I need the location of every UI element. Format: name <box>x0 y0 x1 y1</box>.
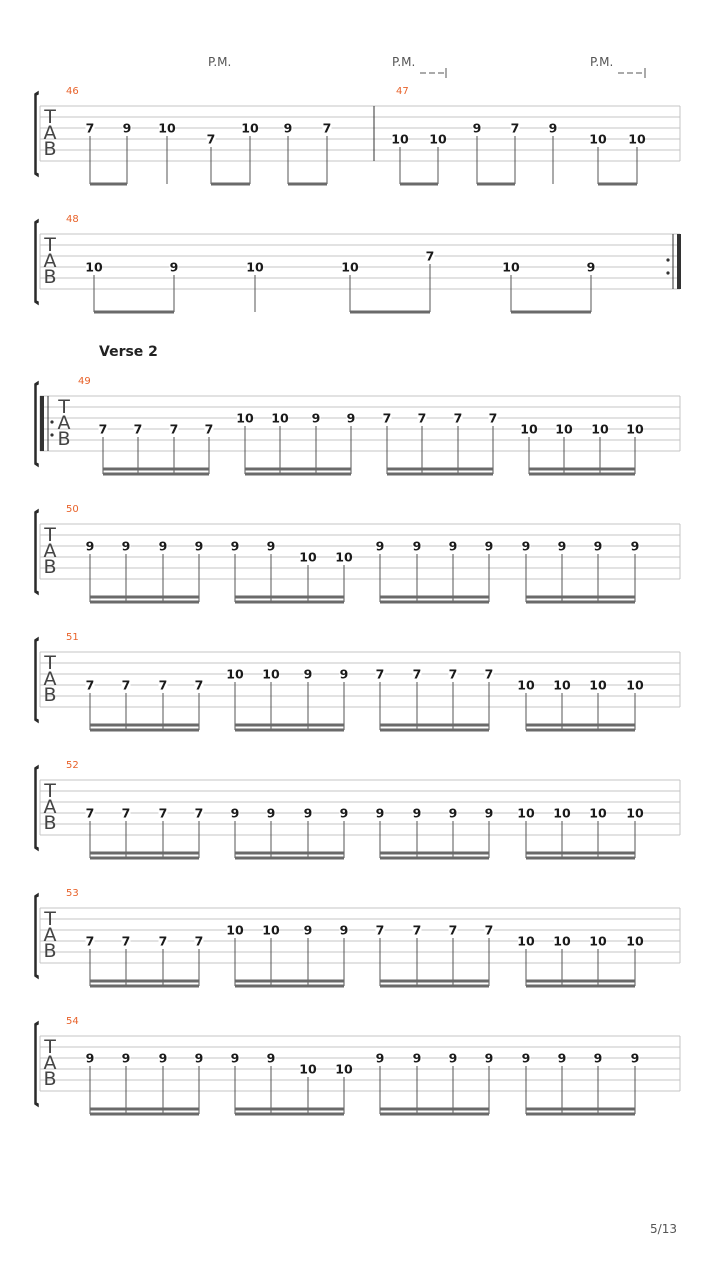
fret-number: 9 <box>303 666 313 682</box>
fret-number: 10 <box>158 120 176 136</box>
fret-number: 10 <box>591 421 609 437</box>
beam <box>477 183 515 186</box>
fret-number: 9 <box>303 922 313 938</box>
tab-clef-letter: B <box>43 556 57 578</box>
beam <box>529 473 635 476</box>
fret-number: 7 <box>169 421 179 437</box>
beam <box>90 596 199 599</box>
beam <box>380 980 489 983</box>
fret-number: 10 <box>299 549 317 565</box>
measure-number: 46 <box>66 86 79 97</box>
beam <box>103 468 209 471</box>
fret-number: 7 <box>85 120 95 136</box>
fret-number: 9 <box>375 538 385 554</box>
tab-clef-letter: T <box>44 780 56 802</box>
fret-number: 9 <box>339 666 349 682</box>
tab-clef-letter: T <box>44 234 56 256</box>
beam <box>245 473 351 476</box>
beam <box>526 985 635 988</box>
beam <box>526 601 635 604</box>
fret-number: 10 <box>555 421 573 437</box>
fret-number: 9 <box>484 805 494 821</box>
fret-number: 9 <box>557 1050 567 1066</box>
fret-number: 7 <box>194 933 204 949</box>
fret-number: 9 <box>448 805 458 821</box>
palm-mute-label: P.M. <box>590 55 614 69</box>
fret-number: 7 <box>133 421 143 437</box>
tab-clef-letter: B <box>43 812 57 834</box>
fret-number: 10 <box>589 677 607 693</box>
fret-number: 9 <box>375 805 385 821</box>
beam <box>387 473 493 476</box>
fret-number: 7 <box>98 421 108 437</box>
beam <box>235 985 344 988</box>
fret-number: 7 <box>510 120 520 136</box>
beam <box>90 857 199 860</box>
beam <box>350 311 430 314</box>
beam <box>90 729 199 732</box>
fret-number: 10 <box>626 933 644 949</box>
tab-clef-letter: B <box>43 1068 57 1090</box>
fret-number: 7 <box>484 666 494 682</box>
fret-number: 9 <box>122 120 132 136</box>
beam <box>235 857 344 860</box>
beam <box>235 852 344 855</box>
fret-number: 9 <box>339 922 349 938</box>
fret-number: 9 <box>548 120 558 136</box>
system-bracket <box>35 220 38 304</box>
fret-number: 7 <box>85 805 95 821</box>
fret-number: 9 <box>521 1050 531 1066</box>
beam <box>90 985 199 988</box>
fret-number: 9 <box>266 1050 276 1066</box>
tab-clef-letter: A <box>43 668 57 690</box>
measure-number: 54 <box>66 1016 79 1027</box>
tab-clef-letter: T <box>58 396 70 418</box>
tab-clef-letter: A <box>57 412 71 434</box>
fret-number: 10 <box>236 410 254 426</box>
fret-number: 10 <box>626 677 644 693</box>
beam <box>380 596 489 599</box>
beam <box>235 596 344 599</box>
fret-number: 9 <box>375 1050 385 1066</box>
beam <box>526 857 635 860</box>
tab-clef-letter: A <box>43 250 57 272</box>
fret-number: 10 <box>502 259 520 275</box>
section-label: Verse 2 <box>99 344 158 360</box>
fret-number: 7 <box>121 677 131 693</box>
tab-clef-letter: B <box>43 940 57 962</box>
system-bracket <box>35 382 38 466</box>
fret-number: 9 <box>194 538 204 554</box>
beam <box>400 183 438 186</box>
fret-number: 10 <box>226 666 244 682</box>
fret-number: 10 <box>429 131 447 147</box>
fret-number: 9 <box>412 805 422 821</box>
measure-number: 47 <box>396 86 409 97</box>
repeat-dot <box>666 258 669 261</box>
fret-number: 9 <box>266 538 276 554</box>
tab-clef-letter: A <box>43 796 57 818</box>
repeat-dot <box>666 271 669 274</box>
fret-number: 9 <box>85 1050 95 1066</box>
fret-number: 7 <box>121 805 131 821</box>
tab-clef-letter: A <box>43 540 57 562</box>
fret-number: 10 <box>589 131 607 147</box>
beam <box>235 980 344 983</box>
fret-number: 7 <box>322 120 332 136</box>
beam <box>90 852 199 855</box>
fret-number: 7 <box>484 922 494 938</box>
fret-number: 9 <box>169 259 179 275</box>
tab-system <box>35 214 681 314</box>
fret-number: 7 <box>158 933 168 949</box>
fret-number: 10 <box>85 259 103 275</box>
tab-clef-letter: B <box>43 266 57 288</box>
fret-number: 9 <box>448 1050 458 1066</box>
fret-number: 9 <box>311 410 321 426</box>
beam <box>526 1113 635 1116</box>
system-bracket <box>35 766 38 850</box>
beam <box>598 183 637 186</box>
fret-number: 7 <box>375 666 385 682</box>
repeat-thick-bar <box>40 396 44 451</box>
beam <box>90 1113 199 1116</box>
fret-number: 9 <box>448 538 458 554</box>
palm-mute-label: P.M. <box>392 55 416 69</box>
fret-number: 9 <box>593 1050 603 1066</box>
fret-number: 9 <box>412 1050 422 1066</box>
beam <box>380 857 489 860</box>
beam <box>245 468 351 471</box>
beam <box>526 729 635 732</box>
fret-number: 7 <box>448 666 458 682</box>
beam <box>380 729 489 732</box>
beam <box>90 724 199 727</box>
fret-number: 7 <box>158 805 168 821</box>
tab-system <box>35 55 680 186</box>
fret-number: 9 <box>484 538 494 554</box>
fret-number: 10 <box>246 259 264 275</box>
fret-number: 10 <box>299 1061 317 1077</box>
tab-clef-letter: A <box>43 1052 57 1074</box>
beam <box>387 468 493 471</box>
beam <box>526 852 635 855</box>
fret-number: 10 <box>517 677 535 693</box>
beam <box>511 311 591 314</box>
fret-number: 7 <box>488 410 498 426</box>
tab-system <box>35 888 680 988</box>
fret-number: 9 <box>266 805 276 821</box>
fret-number: 9 <box>412 538 422 554</box>
fret-number: 9 <box>158 1050 168 1066</box>
fret-number: 7 <box>206 131 216 147</box>
beam <box>235 1108 344 1111</box>
beam <box>90 980 199 983</box>
beam <box>380 1108 489 1111</box>
tab-clef-letter: B <box>43 684 57 706</box>
tab-system <box>35 504 680 604</box>
fret-number: 10 <box>520 421 538 437</box>
tab-clef-letter: T <box>44 524 56 546</box>
tab-clef-letter: A <box>43 924 57 946</box>
fret-number: 7 <box>194 677 204 693</box>
fret-number: 7 <box>194 805 204 821</box>
fret-number: 9 <box>630 538 640 554</box>
fret-number: 10 <box>626 421 644 437</box>
fret-number: 10 <box>626 805 644 821</box>
fret-number: 7 <box>412 922 422 938</box>
tab-clef-letter: T <box>44 106 56 128</box>
measure-number: 48 <box>66 214 79 225</box>
system-bracket <box>35 92 38 176</box>
fret-number: 9 <box>630 1050 640 1066</box>
fret-number: 9 <box>230 1050 240 1066</box>
fret-number: 9 <box>121 1050 131 1066</box>
fret-number: 9 <box>472 120 482 136</box>
fret-number: 10 <box>628 131 646 147</box>
system-bracket <box>35 510 38 594</box>
fret-number: 7 <box>204 421 214 437</box>
fret-number: 9 <box>194 1050 204 1066</box>
beam <box>526 596 635 599</box>
beam <box>235 724 344 727</box>
beam <box>211 183 250 186</box>
repeat-dot <box>50 433 53 436</box>
fret-number: 10 <box>271 410 289 426</box>
fret-number: 9 <box>230 805 240 821</box>
beam <box>94 311 174 314</box>
beam <box>90 601 199 604</box>
fret-number: 7 <box>425 248 435 264</box>
system-bracket <box>35 894 38 978</box>
beam <box>526 1108 635 1111</box>
fret-number: 10 <box>226 922 244 938</box>
fret-number: 10 <box>335 1061 353 1077</box>
tab-system <box>35 1016 680 1116</box>
measure-number: 52 <box>66 760 79 771</box>
tab-system <box>35 760 680 860</box>
beam <box>235 601 344 604</box>
beam <box>380 852 489 855</box>
beam <box>529 468 635 471</box>
fret-number: 7 <box>85 677 95 693</box>
fret-number: 10 <box>553 677 571 693</box>
fret-number: 10 <box>341 259 359 275</box>
beam <box>380 1113 489 1116</box>
beam <box>90 1108 199 1111</box>
fret-number: 7 <box>85 933 95 949</box>
measure-number: 53 <box>66 888 79 899</box>
repeat-dot <box>50 420 53 423</box>
fret-number: 9 <box>339 805 349 821</box>
fret-number: 7 <box>121 933 131 949</box>
fret-number: 10 <box>241 120 259 136</box>
fret-number: 7 <box>158 677 168 693</box>
fret-number: 10 <box>517 805 535 821</box>
fret-number: 10 <box>553 933 571 949</box>
beam <box>235 729 344 732</box>
fret-number: 10 <box>589 933 607 949</box>
tab-clef-letter: A <box>43 122 57 144</box>
measure-number: 49 <box>78 376 91 387</box>
beam <box>103 473 209 476</box>
tab-clef-letter: T <box>44 908 56 930</box>
beam <box>526 724 635 727</box>
beam <box>380 724 489 727</box>
system-bracket <box>35 1022 38 1106</box>
repeat-thick-bar <box>677 234 681 289</box>
fret-number: 10 <box>391 131 409 147</box>
fret-number: 9 <box>521 538 531 554</box>
measure-number: 50 <box>66 504 79 515</box>
beam <box>526 980 635 983</box>
tab-clef-letter: T <box>44 652 56 674</box>
tab-system <box>35 632 680 732</box>
fret-number: 9 <box>346 410 356 426</box>
fret-number: 7 <box>453 410 463 426</box>
fret-number: 10 <box>262 666 280 682</box>
fret-number: 7 <box>375 922 385 938</box>
beam <box>90 183 127 186</box>
fret-number: 7 <box>417 410 427 426</box>
fret-number: 7 <box>448 922 458 938</box>
fret-number: 10 <box>553 805 571 821</box>
beam <box>380 985 489 988</box>
fret-number: 9 <box>283 120 293 136</box>
tab-system <box>35 376 680 476</box>
tab-clef-letter: B <box>57 428 71 450</box>
fret-number: 10 <box>262 922 280 938</box>
fret-number: 10 <box>589 805 607 821</box>
beam <box>288 183 327 186</box>
fret-number: 9 <box>121 538 131 554</box>
page-number: 5/13 <box>650 1222 677 1236</box>
fret-number: 7 <box>382 410 392 426</box>
tab-clef-letter: B <box>43 138 57 160</box>
system-bracket <box>35 638 38 722</box>
fret-number: 9 <box>230 538 240 554</box>
fret-number: 9 <box>593 538 603 554</box>
fret-number: 10 <box>335 549 353 565</box>
palm-mute-label: P.M. <box>208 55 232 69</box>
fret-number: 10 <box>517 933 535 949</box>
fret-number: 9 <box>158 538 168 554</box>
beam <box>380 601 489 604</box>
fret-number: 9 <box>557 538 567 554</box>
fret-number: 7 <box>412 666 422 682</box>
fret-number: 9 <box>586 259 596 275</box>
fret-number: 9 <box>85 538 95 554</box>
tab-clef-letter: T <box>44 1036 56 1058</box>
measure-number: 51 <box>66 632 79 643</box>
beam <box>235 1113 344 1116</box>
fret-number: 9 <box>484 1050 494 1066</box>
fret-number: 9 <box>303 805 313 821</box>
